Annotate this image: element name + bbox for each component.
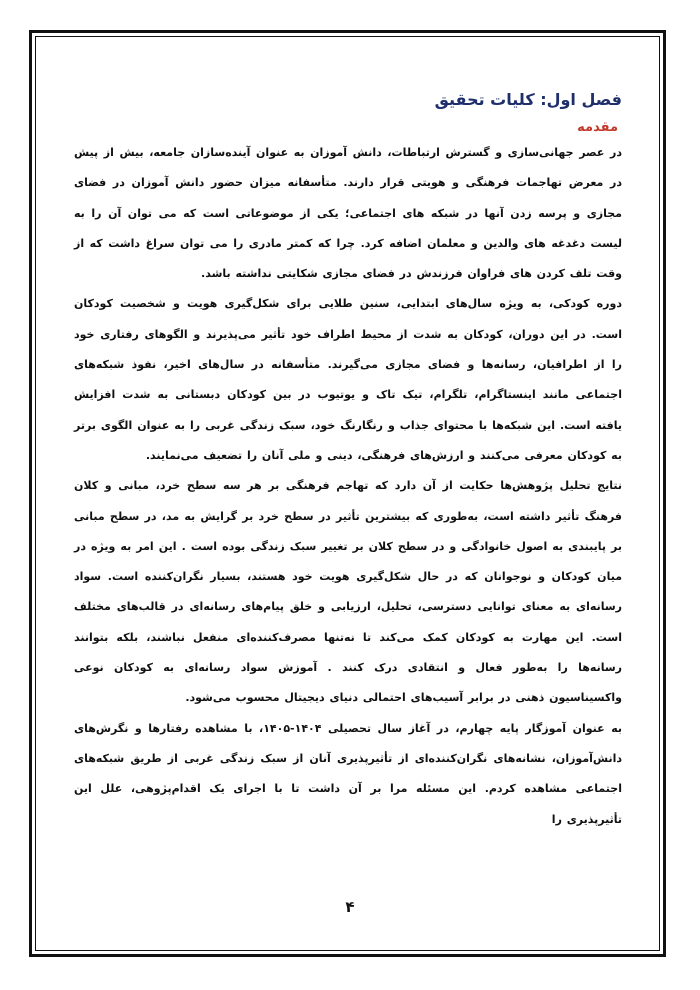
paragraph: به عنوان آموزگار پایه چهارم، در آغاز سال تحصیلی ۱۴۰۴-۱۴۰۵، با مشاهده رفتارها و نگرش‌های دانش‌آموزان، نشانه‌های نگران‌کننده‌ای از تأثیرپذیری آنان از سبک زندگی غربی از طریق شبکه‌های اجتماعی مشاهده کردم. این مسئله مرا بر آن داشت تا با اجرای یک اقدام‌پژوهی، علل این تأثیرپذیری را xyxy=(74,721,622,826)
paragraph: دوره کودکی، به ویژه سال‌های ابتدایی، سنین طلایی برای شکل‌گیری هویت و شخصیت کودکان است. در این دوران، کودکان به شدت از محیط اطراف خود تأثیر می‌پذیرند و الگوهای رفتاری خود را از اطرافیان، رسانه‌ها و فضای مجازی می‌گیرند. متأسفانه در سال‌های اخیر، نفوذ شبکه‌های اجتماعی مانند اینستاگرام، تلگرام، تیک تاک و یوتیوب در بین کودکان دبستانی به شدت افزایش یافته است. این شبکه‌ها با محتوای جذاب و رنگارنگ خود، سبک زندگی غربی را به عنوان الگوی برتر به کودکان معرفی می‌کنند و ارزش‌های فرهنگی، دینی و ملی آنان را تضعیف می‌نمایند. xyxy=(74,297,622,462)
document-body xyxy=(74,88,622,835)
chapter-title: فصل اول: کلیات تحقیق xyxy=(434,90,622,109)
page-number: ۴ xyxy=(345,898,355,916)
section-title: مقدمه xyxy=(577,120,618,135)
paragraph: نتایج تحلیل پژوهش‌ها حکایت از آن دارد که تهاجم فرهنگی بر هر سه سطح خرد، مبانی و کلان فرهنگ تأثیر داشته است، به‌طوری که بیشترین تأثیر در سطح خرد بر گرایش به مد، در سطح مبانی بر پایبندی به اصول خانوادگی و در سطح کلان بر تغییر سبک زندگی بوده است . این امر به ویژه در میان کودکان و نوجوانان که در حال شکل‌گیری هویت خود هستند، بسیار نگران‌کننده است. سواد رسانه‌ای به معنای توانایی دسترسی، تحلیل، ارزیابی و خلق پیام‌های رسانه‌ای در قالب‌های مختلف است. این مهارت به کودکان کمک می‌کند تا نه‌تنها مصرف‌کننده‌ای منفعل نباشند، بلکه بتوانند رسانه‌ها را به‌طور فعال و انتقادی درک کنند . آموزش سواد رسانه‌ای به کودکان نوعی واکسیناسیون ذهنی در برابر آسیب‌های احتمالی دنیای دیجیتال محسوب می‌شود. xyxy=(74,479,622,705)
paragraph: در عصر جهانی‌سازی و گسترش ارتباطات، دانش آموزان به عنوان آینده‌سازان جامعه، بیش از پیش در معرض تهاجمات فرهنگی و هویتی قرار دارند. متأسفانه میزان حضور دانش آموزان در فضای مجازی و پرسه زدن آنها در شبکه های اجتماعی؛ یکی از موضوعاتی است که می توان آن را به لیست دغدغه های والدین و معلمان اضافه کرد. چرا که کمتر مادری را می توان سراغ داشت که از وقت تلف کردن های فراوان فرزندش در فضای مجازی شکایتی نداشته باشد. xyxy=(74,146,622,281)
